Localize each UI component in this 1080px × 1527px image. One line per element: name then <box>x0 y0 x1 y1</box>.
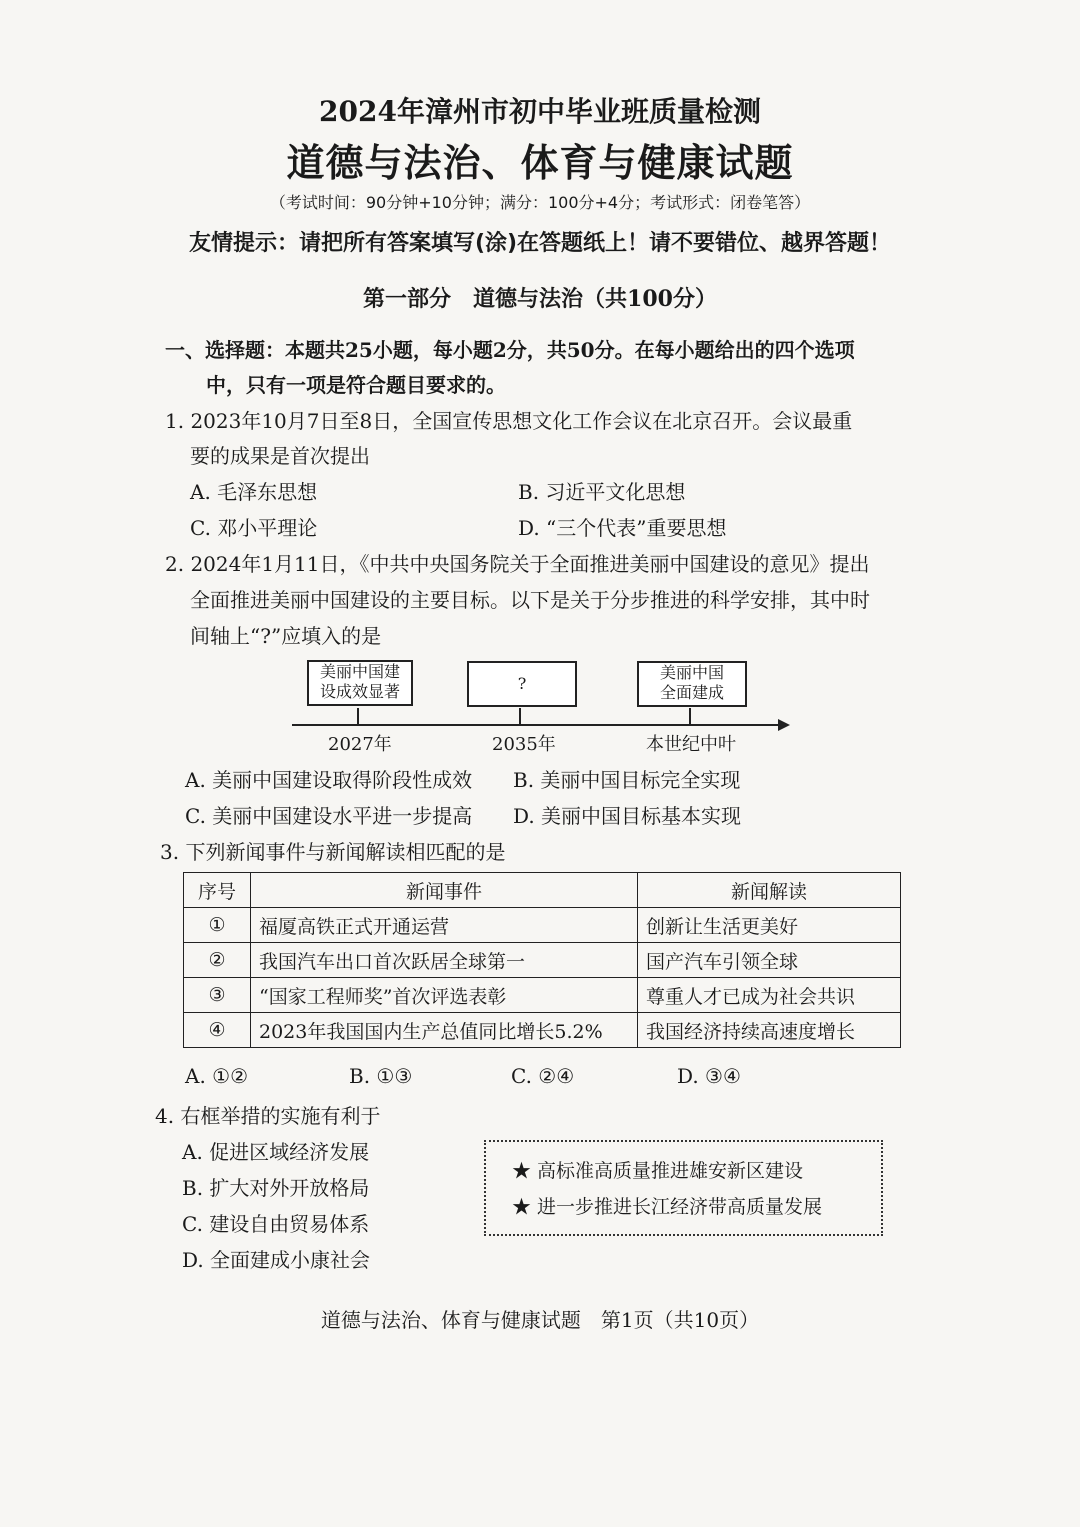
table-row <box>184 1013 901 1048</box>
q2-stem-line1: 2. 2024年1月11日，《中共中央国务院关于全面推进美丽中国建设的意见》提出 <box>165 552 870 576</box>
timeline-box-midcentury-line1: 美丽中国 <box>659 663 724 682</box>
timeline-year-2: 2035年 <box>492 734 556 755</box>
q1-option-b: B. 习近平文化思想 <box>518 480 686 504</box>
q1-stem-line2: 要的成果是首次提出 <box>190 444 370 468</box>
q3-stem: 3. 下列新闻事件与新闻解读相匹配的是 <box>160 840 506 864</box>
q3-option-b: B. ①③ <box>349 1064 413 1088</box>
timeline-tick-3 <box>689 708 691 725</box>
friendly-tip: 友情提示：请把所有答案填写(涂)在答题纸上！请不要错位、越界答题！ <box>188 231 892 256</box>
q4-option-d: D. 全面建成小康社会 <box>182 1248 371 1272</box>
q3-option-c: C. ②④ <box>511 1064 575 1088</box>
table-cell: 我国汽车出口首次跃居全球第一 <box>251 943 638 978</box>
exam-info: （考试时间：90分钟+10分钟；满分：100分+4分；考试形式：闭卷笔答） <box>269 193 811 212</box>
page-footer: 道德与法治、体育与健康试题 第1页（共10页） <box>320 1308 760 1332</box>
table-cell: “国家工程师奖”首次评选表彰 <box>251 978 638 1013</box>
measures-box <box>484 1140 883 1236</box>
table-cell: 创新让生活更美好 <box>638 908 901 943</box>
timeline-box-midcentury-line2: 全面建成 <box>659 683 724 702</box>
q2-stem-line3: 间轴上“?”应填入的是 <box>190 624 382 648</box>
table-header-cell: 新闻解读 <box>638 873 901 908</box>
timeline-tick-2 <box>519 708 521 725</box>
measure-item: ★ 高标准高质量推进雄安新区建设 <box>512 1160 804 1182</box>
timeline-year-1: 2027年 <box>328 734 392 755</box>
q1-option-c: C. 邓小平理论 <box>190 516 318 540</box>
table-row <box>184 943 901 978</box>
timeline-box-2027 <box>307 660 413 706</box>
q2-option-b: B. 美丽中国目标完全实现 <box>513 768 741 792</box>
section1-line2: 中，只有一项是符合题目要求的。 <box>206 373 506 397</box>
q3-option-d: D. ③④ <box>677 1064 741 1088</box>
q2-option-c: C. 美丽中国建设水平进一步提高 <box>185 804 473 828</box>
table-cell: 国产汽车引领全球 <box>638 943 901 978</box>
q2-stem-line2: 全面推进美丽中国建设的主要目标。以下是关于分步推进的科学安排，其中时 <box>190 588 870 612</box>
table-cell: 我国经济持续高速度增长 <box>638 1013 901 1048</box>
measure-item: ★ 进一步推进长江经济带高质量发展 <box>512 1196 823 1218</box>
timeline-axis <box>292 724 780 726</box>
timeline-tick-1 <box>357 708 359 725</box>
table-cell: 福厦高铁正式开通运营 <box>251 908 638 943</box>
q4-stem: 4. 右框举措的实施有利于 <box>155 1104 381 1128</box>
table-cell: ① <box>184 908 251 943</box>
table-cell: ④ <box>184 1013 251 1048</box>
q4-option-b: B. 扩大对外开放格局 <box>182 1176 370 1200</box>
q2-option-d: D. 美丽中国目标基本实现 <box>513 804 742 828</box>
section1-line1: 一、选择题：本题共25小题，每小题2分，共50分。在每小题给出的四个选项 <box>165 338 855 362</box>
news-table <box>183 872 901 1048</box>
subject-title: 道德与法治、体育与健康试题 <box>286 140 794 185</box>
part1-title: 第一部分 道德与法治（共100分） <box>363 286 717 312</box>
table-cell: 尊重人才已成为社会共识 <box>638 978 901 1013</box>
timeline-year-3: 本世纪中叶 <box>646 734 736 755</box>
timeline-box-2027-line1: 美丽中国建 <box>319 662 400 681</box>
table-cell: 2023年我国国内生产总值同比增长5.2% <box>251 1013 638 1048</box>
q1-stem-line1: 1. 2023年10月7日至8日，全国宣传思想文化工作会议在北京召开。会议最重 <box>165 409 853 433</box>
q4-option-a: A. 促进区域经济发展 <box>182 1140 370 1164</box>
q1-option-d: D. “三个代表”重要思想 <box>518 516 727 540</box>
timeline-box-2035 <box>467 661 577 707</box>
table-header-cell: 新闻事件 <box>251 873 638 908</box>
timeline-question-mark: ? <box>517 674 527 693</box>
table-row <box>184 978 901 1013</box>
timeline-box-2027-line2: 设成效显著 <box>319 682 400 701</box>
table-header-cell: 序号 <box>184 873 251 908</box>
timeline-arrow-icon <box>778 719 790 731</box>
table-row <box>184 908 901 943</box>
q2-option-a: A. 美丽中国建设取得阶段性成效 <box>185 768 473 792</box>
table-cell: ③ <box>184 978 251 1013</box>
q3-option-a: A. ①② <box>185 1064 249 1088</box>
q1-option-a: A. 毛泽东思想 <box>190 480 318 504</box>
table-header-row <box>184 873 901 908</box>
q4-option-c: C. 建设自由贸易体系 <box>182 1212 370 1236</box>
timeline-box-midcentury <box>637 661 747 707</box>
table-cell: ② <box>184 943 251 978</box>
exam-name: 2024年漳州市初中毕业班质量检测 <box>319 95 761 128</box>
